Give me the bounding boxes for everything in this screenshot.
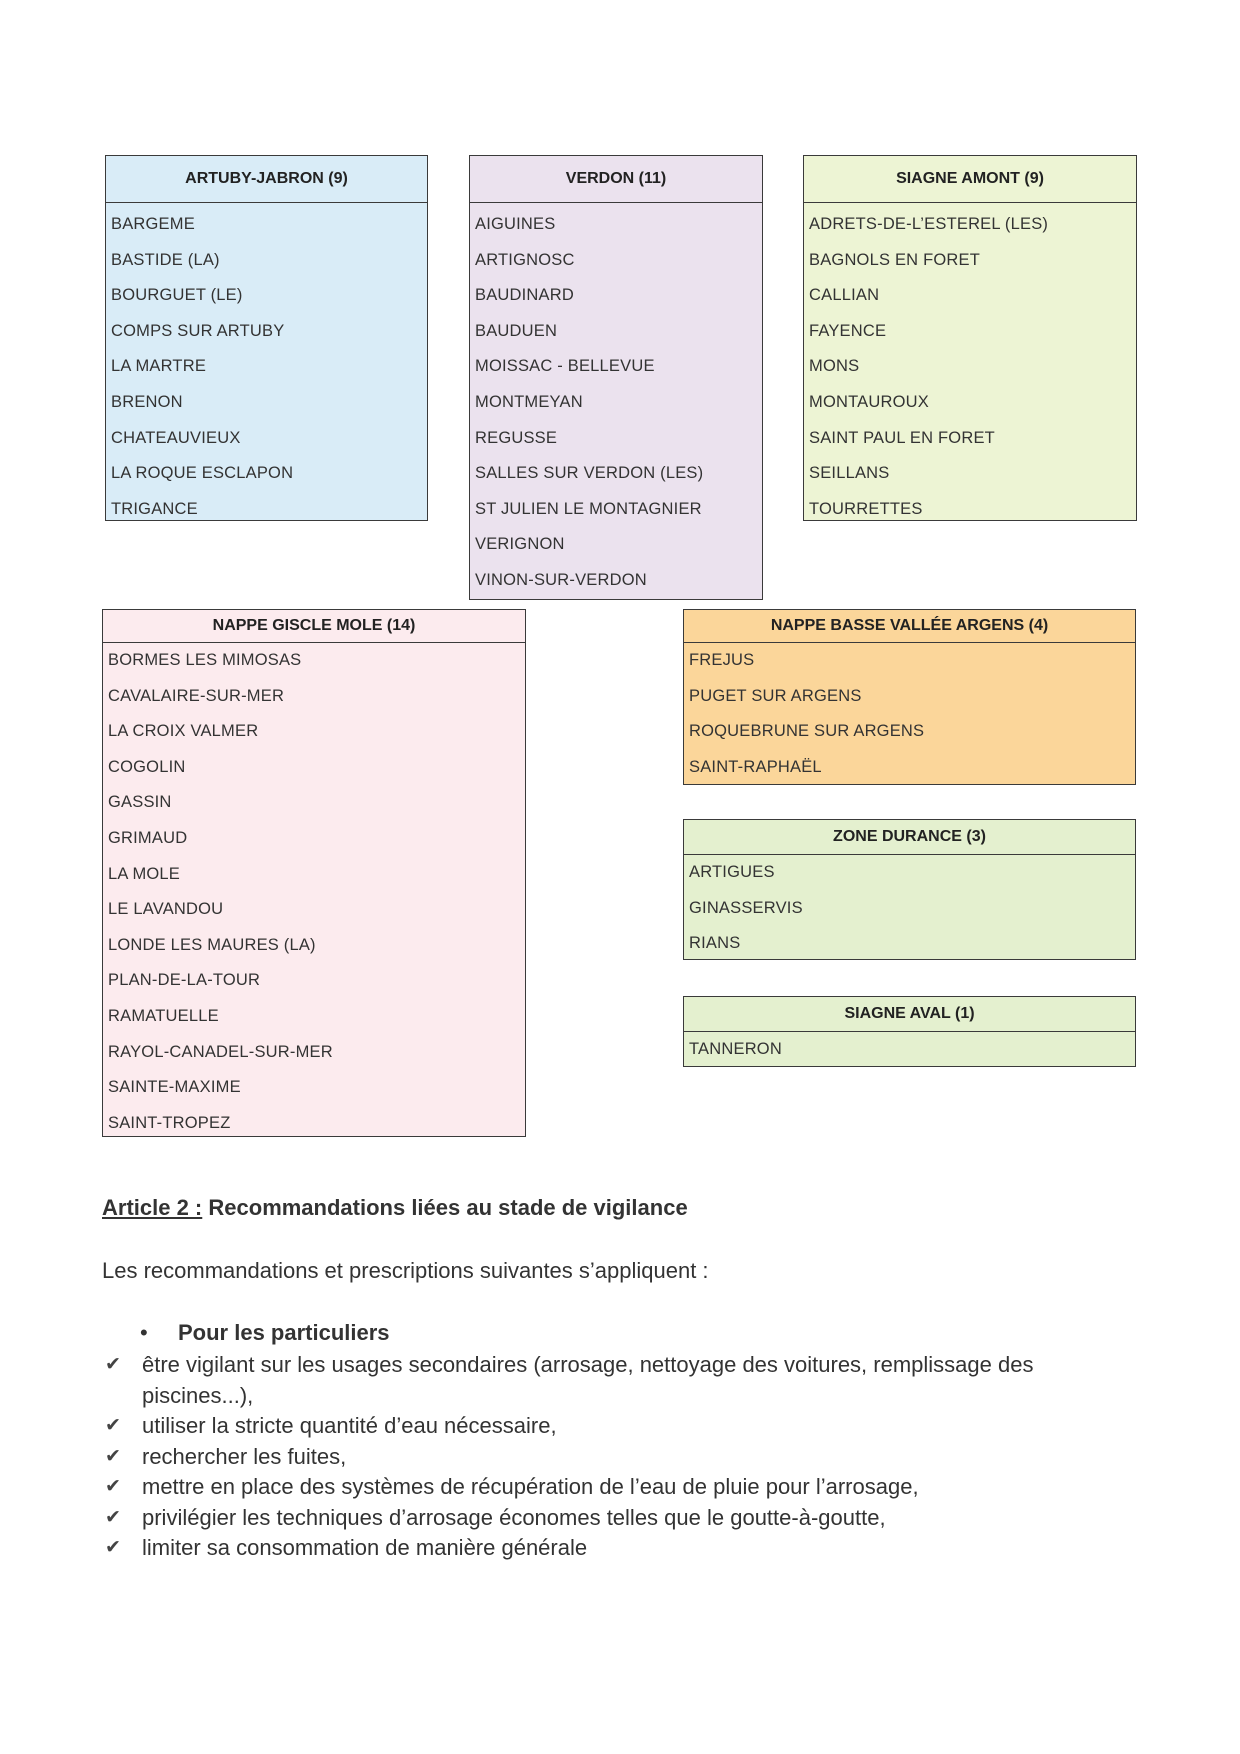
- commune-list: [103, 643, 525, 1141]
- commune-item: BORMES LES MIMOSAS: [108, 651, 302, 669]
- zone-siagne-aval: [683, 996, 1136, 1067]
- commune-list: [684, 855, 1135, 962]
- commune-item: FREJUS: [689, 651, 755, 669]
- check-icon: ✔: [105, 1445, 121, 1467]
- commune-item: SEILLANS: [809, 464, 890, 483]
- commune-list: [470, 203, 762, 599]
- commune-item: MOISSAC - BELLEVUE: [475, 357, 655, 376]
- commune-item: RAYOL-CANADEL-SUR-MER: [108, 1042, 333, 1061]
- commune-item: CHATEAUVIEUX: [111, 428, 241, 447]
- commune-item: LA MARTRE: [111, 357, 207, 376]
- commune-item: ARTIGUES: [689, 863, 775, 881]
- zone-verdon: [469, 155, 763, 600]
- check-icon: ✔: [105, 1506, 121, 1528]
- zone-nappe-basse-vallee-argens: [683, 609, 1136, 785]
- commune-item: COGOLIN: [108, 757, 186, 776]
- commune-item: BRENON: [111, 392, 183, 411]
- commune-item: ROQUEBRUNE SUR ARGENS: [689, 722, 925, 741]
- commune-list: [684, 1032, 1135, 1068]
- commune-item: TOURRETTES: [809, 499, 923, 518]
- zone-title: SIAGNE AVAL (1): [684, 997, 1135, 1032]
- commune-item: MONTAUROUX: [809, 392, 929, 411]
- commune-list: [106, 203, 427, 527]
- commune-item: MONTMEYAN: [475, 392, 583, 411]
- commune-item: BOURGUET (LE): [111, 286, 243, 305]
- commune-item: SAINT-TROPEZ: [108, 1113, 231, 1132]
- zone-title: SIAGNE AMONT (9): [804, 156, 1136, 203]
- zone-siagne-amont: [803, 155, 1137, 521]
- recommendation-item: ✔ être vigilant sur les usages secondaires (arrosage, nettoyage des voitures, remplissage des piscines...),: [105, 1352, 1034, 1408]
- commune-item: LA CROIX VALMER: [108, 722, 259, 741]
- commune-item: ADRETS-DE-L’ESTEREL (LES): [809, 215, 1049, 233]
- article-number: Article 2 :: [102, 1195, 203, 1220]
- subheading-label: Pour les particuliers: [178, 1320, 390, 1345]
- commune-item: TANNERON: [689, 1040, 782, 1058]
- commune-item: SAINT-RAPHAËL: [689, 757, 822, 776]
- zone-title: ARTUBY-JABRON (9): [106, 156, 427, 203]
- zone-artuby-jabron: [105, 155, 428, 521]
- commune-list: [684, 643, 1135, 785]
- recommendation-item: ✔ limiter sa consommation de manière générale: [102, 1533, 1142, 1564]
- commune-item: CAVALAIRE-SUR-MER: [108, 686, 285, 705]
- check-icon: ✔: [105, 1476, 121, 1497]
- check-icon: ✔: [105, 1354, 121, 1375]
- commune-item: PUGET SUR ARGENS: [689, 686, 862, 705]
- zone-durance: [683, 819, 1136, 960]
- commune-list: [804, 203, 1136, 527]
- recommendation-item: ✔ mettre en place des systèmes de récupération de l’eau de pluie pour l’arrosage,: [102, 1472, 1142, 1503]
- commune-item: LA MOLE: [108, 864, 181, 883]
- commune-item: ST JULIEN LE MONTAGNIER: [475, 499, 702, 518]
- commune-item: LONDE LES MAURES (LA): [108, 935, 316, 954]
- commune-item: BARGEME: [111, 215, 195, 233]
- commune-item: CALLIAN: [809, 286, 880, 305]
- commune-item: GASSIN: [108, 793, 172, 812]
- commune-item: BAUDUEN: [475, 321, 558, 340]
- commune-item: ARTIGNOSC: [475, 250, 575, 269]
- zone-title: VERDON (11): [470, 156, 762, 203]
- commune-item: LA ROQUE ESCLAPON: [111, 464, 294, 483]
- article-heading: [102, 1195, 688, 1221]
- subheading-particuliers: [140, 1320, 390, 1346]
- recommendation-item: ✔ rechercher les fuites,: [102, 1442, 1142, 1473]
- commune-item: RIANS: [689, 934, 741, 953]
- commune-item: AIGUINES: [475, 215, 556, 233]
- zone-title: NAPPE BASSE VALLÉE ARGENS (4): [684, 610, 1135, 643]
- check-icon: ✔: [105, 1537, 121, 1558]
- commune-item: REGUSSE: [475, 428, 558, 447]
- commune-item: GINASSERVIS: [689, 898, 803, 917]
- commune-item: GRIMAUD: [108, 828, 188, 847]
- commune-item: SAINTE-MAXIME: [108, 1078, 241, 1097]
- commune-item: RAMATUELLE: [108, 1006, 219, 1025]
- commune-item: BASTIDE (LA): [111, 250, 220, 269]
- recommendation-item: ✔ utiliser la stricte quantité d’eau nécessaire,: [102, 1411, 1142, 1442]
- zone-title: ZONE DURANCE (3): [684, 820, 1135, 855]
- commune-item: MONS: [809, 357, 860, 376]
- commune-item: VERIGNON: [475, 535, 565, 554]
- recommendation-list: [102, 1350, 1142, 1564]
- commune-item: FAYENCE: [809, 321, 887, 340]
- commune-item: BAUDINARD: [475, 286, 574, 305]
- recommendation-item: ✔ privilégier les techniques d’arrosage économes telles que le goutte-à-goutte,: [102, 1503, 1142, 1534]
- zone-title: NAPPE GISCLE MOLE (14): [103, 610, 525, 643]
- commune-item: COMPS SUR ARTUBY: [111, 321, 285, 340]
- commune-item: SALLES SUR VERDON (LES): [475, 464, 704, 483]
- commune-item: VINON-SUR-VERDON: [475, 570, 647, 589]
- commune-item: SAINT PAUL EN FORET: [809, 428, 995, 447]
- commune-item: BAGNOLS EN FORET: [809, 250, 980, 269]
- check-icon: ✔: [105, 1415, 121, 1436]
- commune-item: LE LAVANDOU: [108, 900, 224, 919]
- zone-nappe-giscle-mole: [102, 609, 526, 1137]
- bullet-icon: •: [140, 1320, 148, 1345]
- article-intro: Les recommandations et prescriptions suivantes s’appliquent :: [102, 1258, 709, 1283]
- commune-item: PLAN-DE-LA-TOUR: [108, 971, 261, 990]
- commune-item: TRIGANCE: [111, 499, 198, 518]
- article-title: Recommandations liées au stade de vigilance: [208, 1195, 688, 1220]
